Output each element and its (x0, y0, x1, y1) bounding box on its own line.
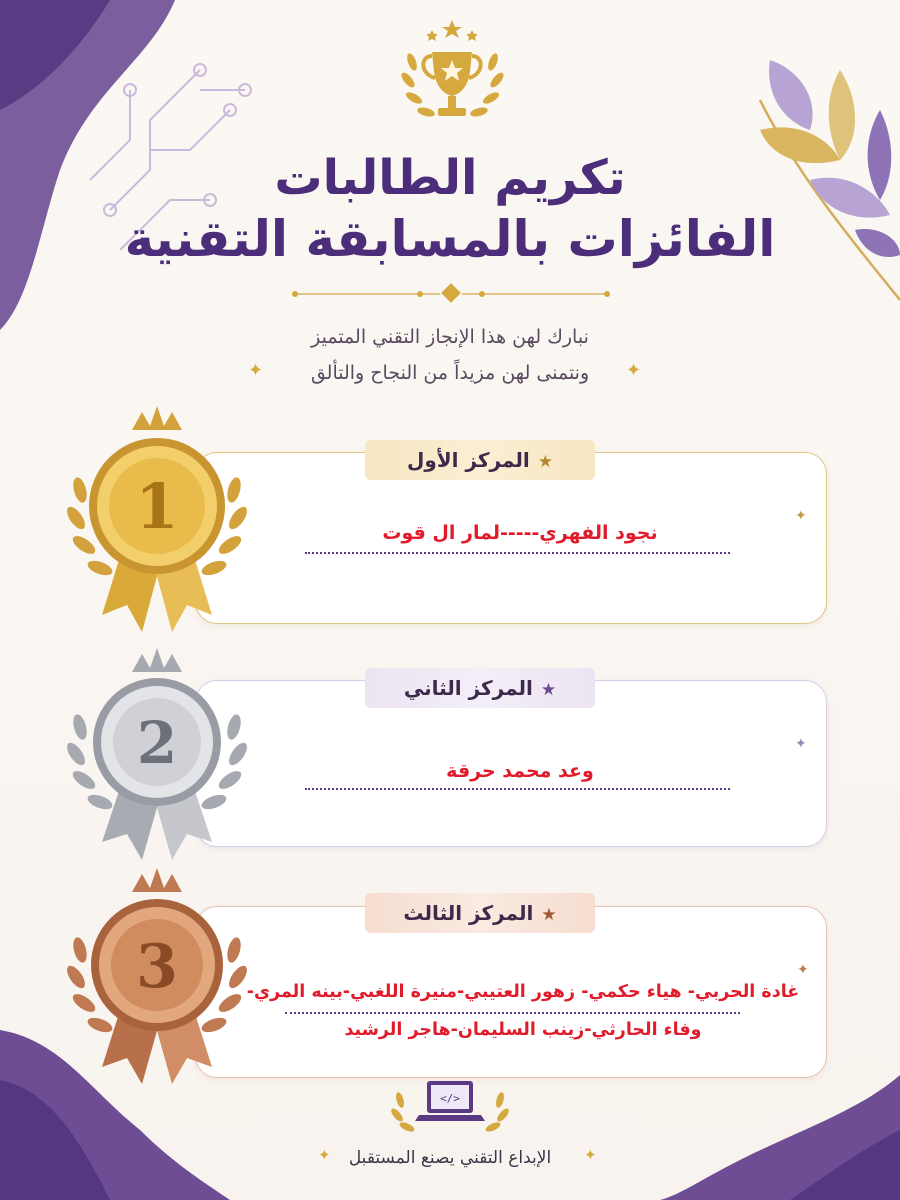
subtitle-line-1: نبارك لهن هذا الإنجاز التقني المتميز (311, 326, 589, 348)
laptop-code-icon (385, 1075, 515, 1137)
dotted-line (285, 1012, 740, 1014)
third-place-winners-line-1: غادة الحربي- هياء حكمي- زهور العتيبي-منيرة اللغبي-بينه المري- (246, 982, 800, 1002)
sparkle-icon: ✦ (795, 736, 807, 752)
sparkle-icon: ✦ (626, 360, 642, 381)
dotted-line (305, 788, 730, 790)
sparkle-icon: ✦ (318, 1146, 331, 1164)
third-place-label: ★المركز الثالث (365, 893, 595, 933)
silver-medal-icon (62, 642, 252, 862)
svg-text:</>: </> (440, 1092, 460, 1105)
gold-medal-icon (62, 400, 252, 635)
star-icon: ★ (541, 905, 557, 925)
crown-icon (132, 648, 182, 672)
page-title-line-2: الفائزات بالمسابقة التقنية (124, 210, 776, 268)
crown-icon (132, 406, 182, 430)
first-place-label: ★المركز الأول (365, 440, 595, 480)
sparkle-icon: ✦ (797, 962, 809, 978)
sparkle-icon: ✦ (248, 360, 264, 381)
star-icon: ★ (537, 452, 554, 472)
second-place-winners: وعد محمد حرقة (446, 760, 594, 782)
subtitle-line-2: ونتمنى لهن مزيداً من النجاح والتألق (310, 362, 590, 384)
second-place-label: ★المركز الثاني (365, 668, 595, 708)
third-place-winners-line-2: وفاء الحارثي-زينب السليمان-هاجر الرشيد (344, 1020, 702, 1040)
medal-number: 3 (136, 932, 178, 1002)
medal-number: 2 (136, 709, 178, 777)
sparkle-icon: ✦ (584, 1146, 597, 1164)
footer-slogan: الإبداع التقني يصنع المستقبل (348, 1148, 552, 1168)
page-title-line-1: تكريم الطالبات (274, 150, 626, 206)
crown-icon (132, 868, 182, 892)
medal-number: 1 (135, 470, 179, 543)
bronze-medal-icon (62, 862, 252, 1087)
first-place-winners: نجود الفهري-----لمار ال قوت (382, 522, 658, 544)
sparkle-icon: ✦ (795, 508, 807, 524)
trophy-icon (390, 12, 515, 132)
dotted-line (305, 552, 730, 554)
star-icon: ★ (540, 680, 557, 700)
